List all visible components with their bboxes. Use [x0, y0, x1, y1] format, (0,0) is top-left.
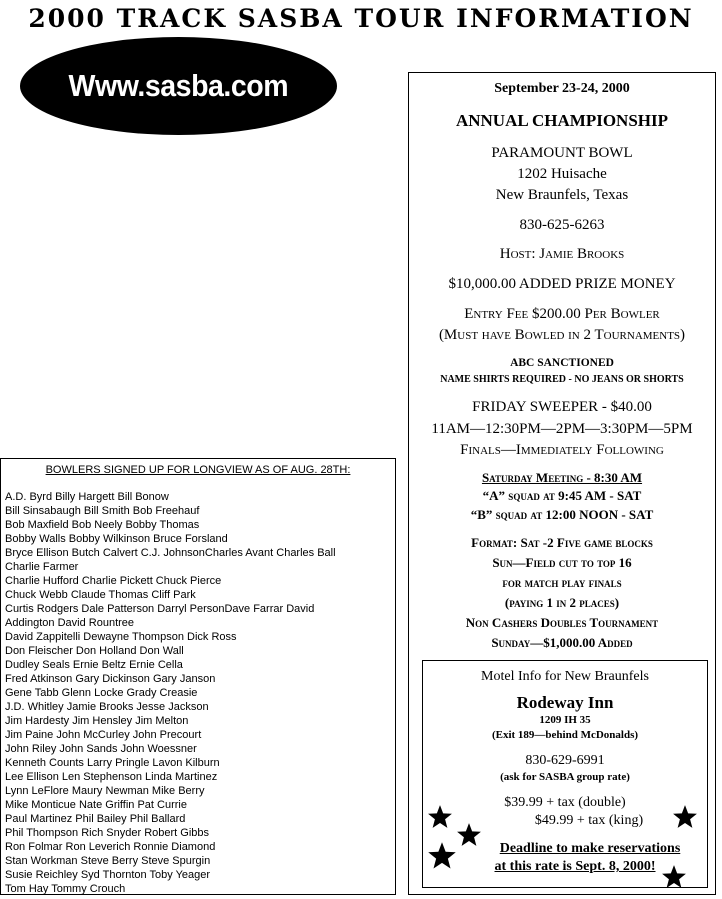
venue-name: PARAMOUNT BOWL — [491, 145, 633, 161]
page-title: 2000 TRACK SASBA TOUR INFORMATION — [28, 4, 694, 33]
deadline-line-1: Deadline to make reservations — [499, 841, 681, 856]
match-play-note: for match play finals — [502, 575, 622, 590]
motel-rate-note: (ask for SASBA group rate) — [500, 771, 630, 783]
squad-a-time: “A” squad at 9:45 AM - SAT — [482, 488, 642, 503]
event-dates: September 23-24, 2000 — [494, 81, 630, 96]
bowler-line: Paul Martinez Phil Bailey Phil Ballard — [5, 813, 186, 825]
bowler-lines — [5, 490, 336, 896]
sanction-note: ABC SANCTIONED — [510, 357, 614, 369]
saturday-meeting: Saturday Meeting - 8:30 AM — [481, 470, 643, 485]
motel-phone: 830-629-6991 — [525, 753, 605, 768]
bowler-line: Bryce Ellison Butch Calvert C.J. JohnsonCharles Avant Charles Ball — [5, 547, 336, 559]
sunday-added: Sunday—$1,000.00 Added — [491, 635, 633, 650]
bowler-line: Charlie Farmer — [5, 561, 79, 573]
website-logo — [20, 37, 337, 135]
sweeper-times: 11AM—12:30PM—2PM—3:30PM—5PM — [431, 421, 693, 437]
bowlers-heading: BOWLERS SIGNED UP FOR LONGVIEW AS OF AUG. 28TH: — [45, 464, 351, 476]
bowler-line: Kenneth Counts Larry Pringle Lavon Kilburn — [5, 757, 220, 769]
deadline-line-2: at this rate is Sept. 8, 2000! — [494, 859, 656, 874]
event-host: Host: Jamie Brooks — [499, 246, 625, 262]
bowler-line: Susie Reichley Syd Thornton Toby Yeager — [5, 869, 211, 881]
bowler-line: Phil Thompson Rich Snyder Robert Gibbs — [5, 827, 210, 839]
bowler-line: Jim Paine John McCurley John Precourt — [5, 729, 202, 741]
format-sunday: Sun—Field cut to top 16 — [492, 555, 632, 570]
prize-money: $10,000.00 ADDED PRIZE MONEY — [448, 276, 676, 292]
bowlers-list-box — [0, 458, 396, 895]
paying-note: (paying 1 in 2 places) — [504, 595, 620, 610]
bowler-line: Ron Folmar Ron Leverich Ronnie Diamond — [5, 841, 216, 853]
bowler-line: J.D. Whitley Jamie Brooks Jesse Jackson — [5, 701, 209, 713]
bowler-line: Curtis Rodgers Dale Patterson Darryl PersonDave Farrar David — [5, 603, 315, 615]
bowler-line: Gene Tabb Glenn Locke Grady Creasie — [5, 687, 198, 699]
bowler-line: Dudley Seals Ernie Beltz Ernie Cella — [5, 659, 183, 671]
motel-address: 1209 IH 35 — [539, 714, 591, 726]
bowler-line: Stan Workman Steve Berry Steve Spurgin — [5, 855, 211, 867]
sweeper-fee: FRIDAY SWEEPER - $40.00 — [472, 399, 652, 415]
bowler-line: Lynn LeFlore Maury Newman Mike Berry — [5, 785, 205, 797]
venue-address: 1202 Huisache — [517, 166, 607, 182]
doubles-note: Non Cashers Doubles Tournament — [465, 615, 659, 630]
website-url: Www.sasba.com — [68, 68, 289, 103]
rate-double: $39.99 + tax (double) — [504, 795, 626, 810]
squad-b-time: “B” squad at 12:00 NOON - SAT — [470, 507, 654, 522]
bowler-line: Addington David Rountree — [5, 617, 135, 629]
star-icon — [661, 864, 687, 890]
venue-city: New Braunfels, Texas — [495, 187, 629, 203]
bowler-line: David Zappitelli Dewayne Thompson Dick Ross — [5, 631, 237, 643]
bowler-line: Bob Maxfield Bob Neely Bobby Thomas — [5, 519, 200, 531]
bowler-line: Bill Sinsabaugh Bill Smith Bob Freehauf — [5, 505, 200, 517]
star-icon — [456, 822, 482, 848]
bowler-line: Charlie Hufford Charlie Pickett Chuck Pierce — [5, 575, 222, 587]
star-icon — [672, 804, 698, 830]
motel-heading: Motel Info for New Braunfels — [481, 669, 649, 684]
bowler-line: Mike Monticue Nate Griffin Pat Currie — [5, 799, 187, 811]
format-info: Format: Sat -2 Five game blocks — [471, 535, 653, 550]
star-icon — [427, 841, 457, 871]
star-icon — [427, 804, 453, 830]
motel-exit: (Exit 189—behind McDonalds) — [491, 729, 639, 741]
motel-name: Rodeway Inn — [516, 693, 614, 712]
championship-info-box — [408, 72, 716, 895]
event-name: ANNUAL CHAMPIONSHIP — [455, 111, 669, 130]
dress-code: NAME SHIRTS REQUIRED - NO JEANS OR SHORTS — [440, 374, 684, 385]
bowler-line: Bobby Walls Bobby Wilkinson Bruce Forsland — [5, 533, 228, 545]
finals-note: Finals—Immediately Following — [460, 442, 664, 458]
entry-requirement: (Must have Bowled in 2 Tournaments) — [438, 327, 686, 343]
bowler-line: Chuck Webb Claude Thomas Cliff Park — [5, 589, 196, 601]
motel-info-box — [422, 660, 708, 888]
bowler-line: Jim Hardesty Jim Hensley Jim Melton — [5, 715, 189, 727]
bowler-line: Lee Ellison Len Stephenson Linda Martinez — [5, 771, 218, 783]
bowler-line: John Riley John Sands John Woessner — [5, 743, 197, 755]
bowler-line: Don Fleischer Don Holland Don Wall — [5, 645, 184, 657]
rate-king: $49.99 + tax (king) — [534, 813, 644, 828]
bowler-line: Fred Atkinson Gary Dickinson Gary Janson — [5, 673, 216, 685]
venue-phone: 830-625-6263 — [519, 217, 605, 233]
bowler-line: A.D. Byrd Billy Hargett Bill Bonow — [5, 491, 169, 503]
bowler-line: Tom Hay Tommy Crouch — [5, 883, 126, 895]
entry-fee: Entry Fee $200.00 Per Bowler — [464, 306, 660, 322]
